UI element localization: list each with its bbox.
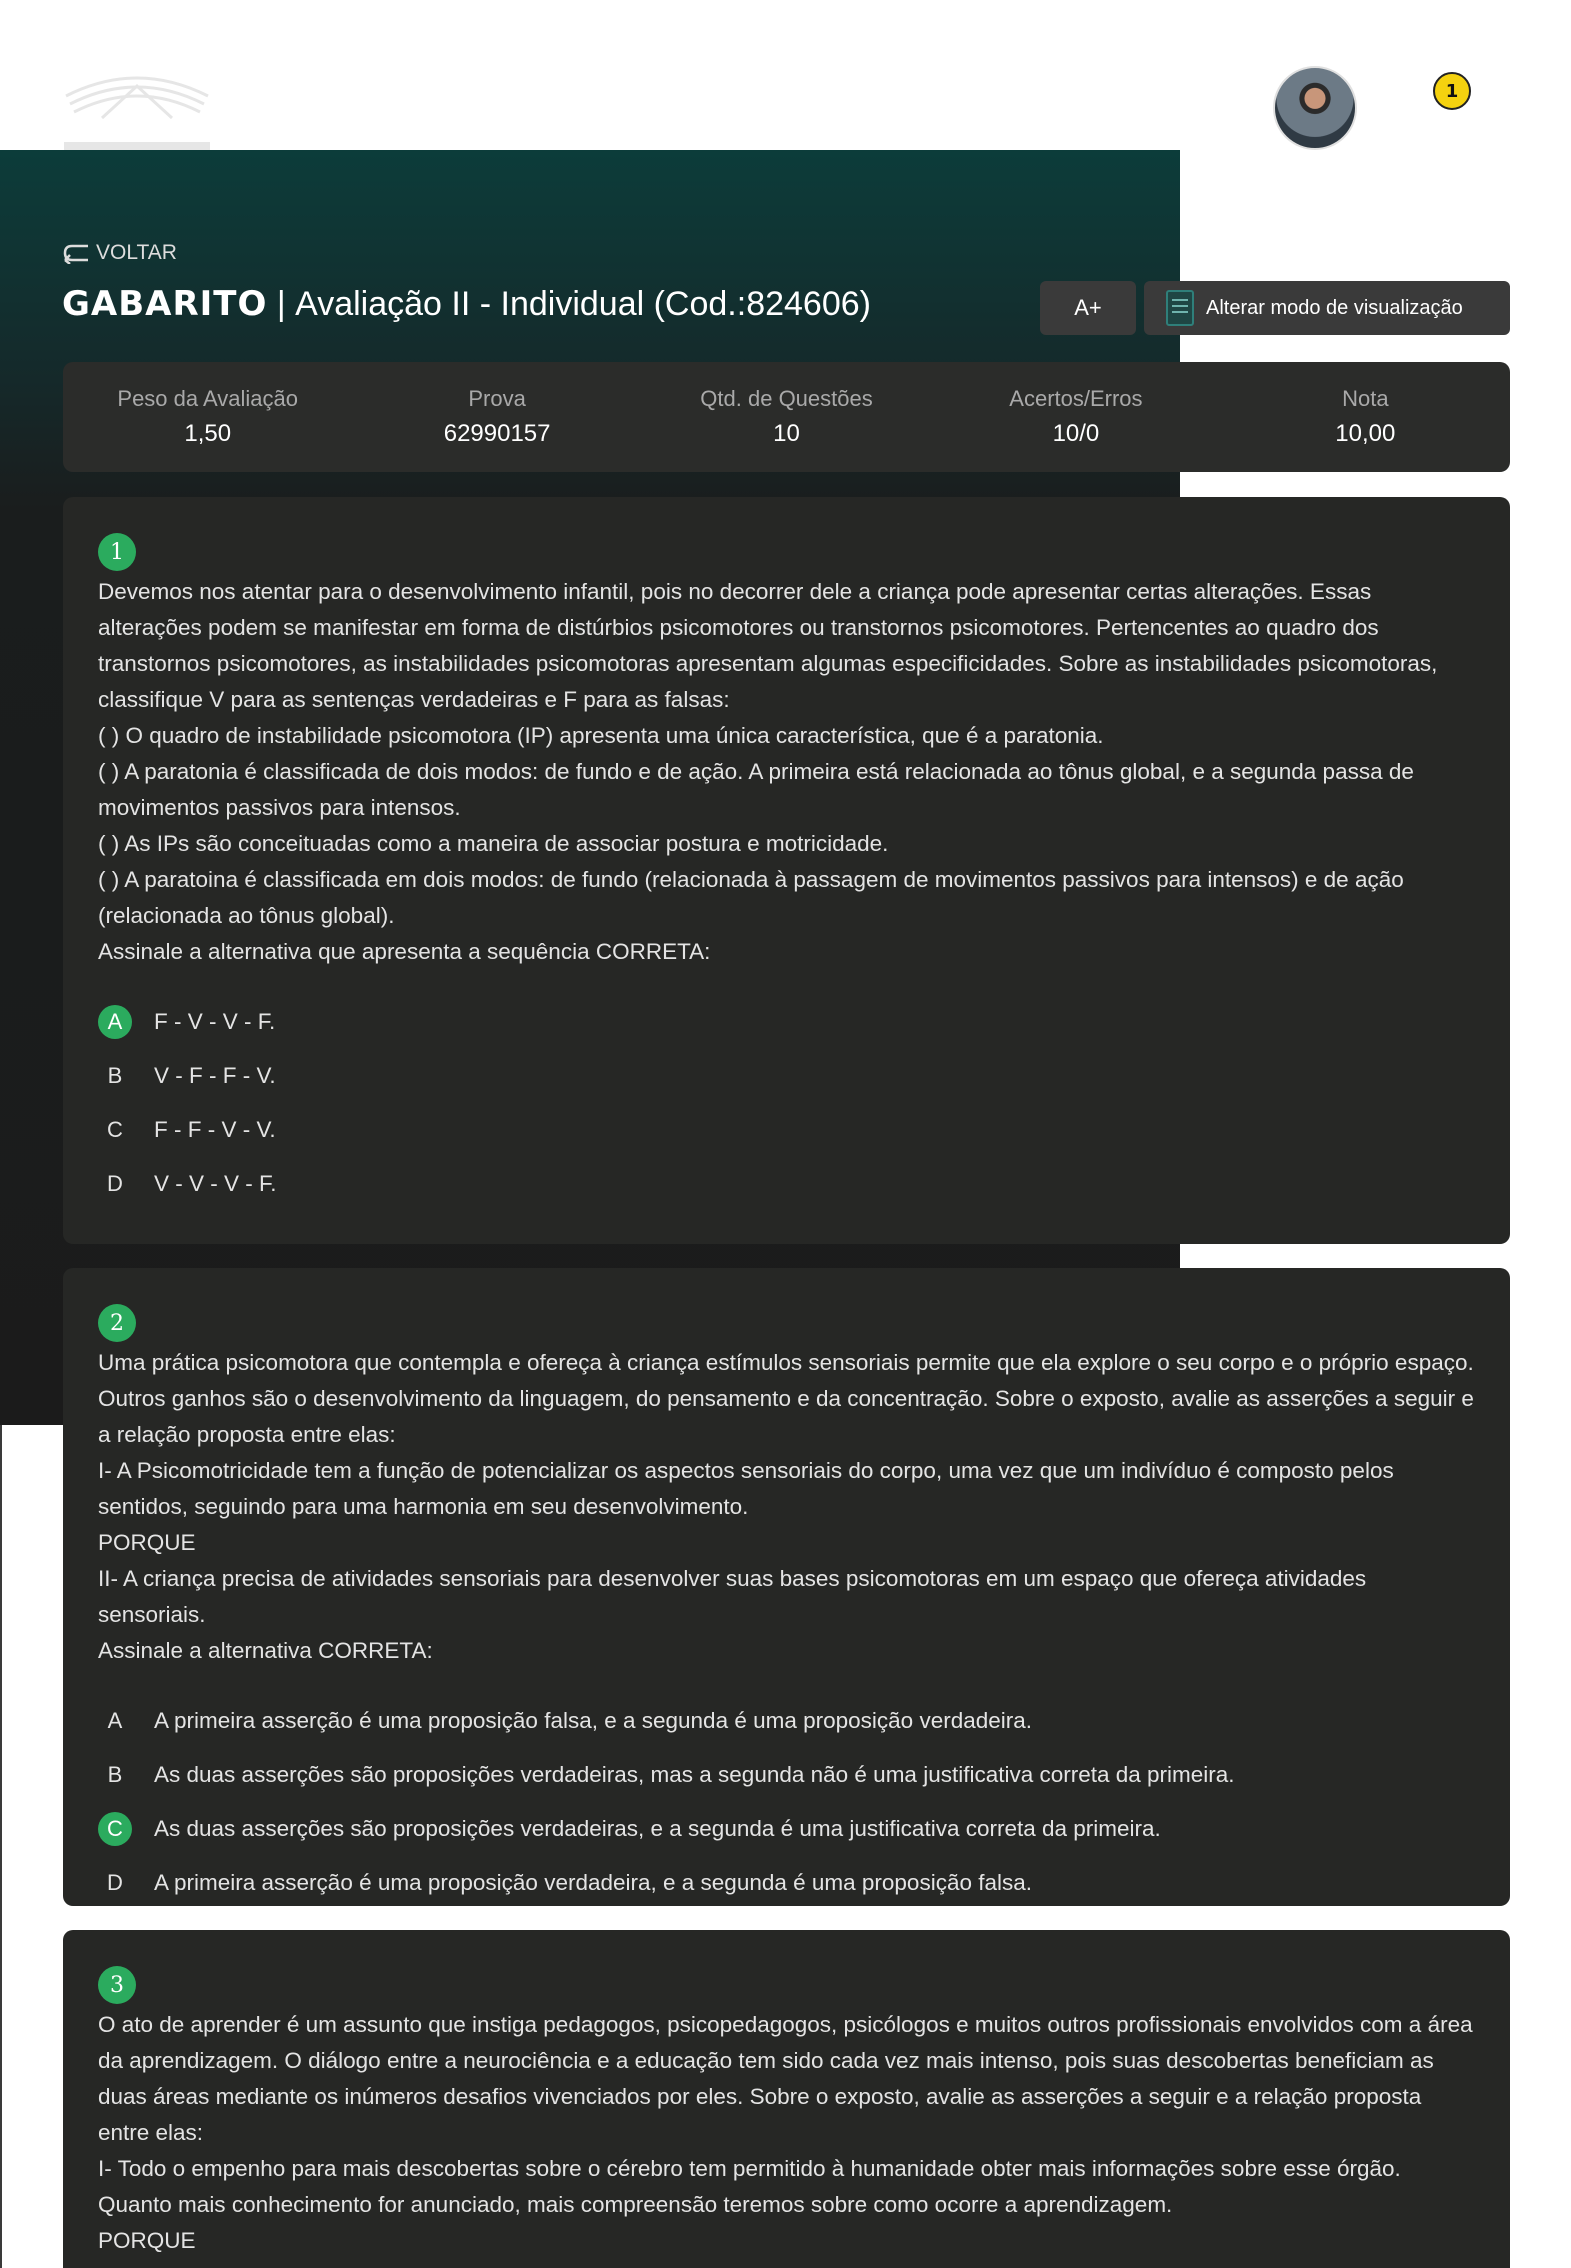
alternative-text: V - F - F - V.	[154, 1063, 276, 1088]
alternative-letter-correct: C	[98, 1812, 132, 1846]
summary-value: 10/0	[1052, 420, 1100, 447]
question-line: Devemos nos atentar para o desenvolvimento infantil, pois no decorrer dele a criança pode apresentar certas alterações. Essas alterações podem se manifestar em forma de distúrbios psicomotores ou transtornos psicomotores. Pertencentes ao quadro dos transtornos psicomotores, as instabilidades psicomotoras apresentam algumas especificidades. Sobre as instabilidades psicomotoras, classifique V para as sentenças verdadeiras e F para as falsas:	[98, 579, 1438, 712]
alternative-letter-correct: A	[98, 1005, 132, 1039]
page-title	[62, 284, 871, 334]
question-card	[63, 497, 1510, 1244]
page-title-rest: Avaliação II - Individual (Cod.:824606)	[295, 285, 871, 323]
back-label: VOLTAR	[96, 241, 177, 264]
view-mode-button[interactable]	[1144, 281, 1510, 335]
alternatives-list	[98, 995, 1475, 1211]
alternative-text: As duas asserções são proposições verdadeiras, e a segunda é uma justificativa correta da primeira.	[154, 1816, 1161, 1841]
alternative-text: F - F - V - V.	[154, 1117, 276, 1142]
page-title-separator: |	[276, 285, 286, 323]
question-line: II- A criança precisa de atividades sensoriais para desenvolver suas bases psicomotoras em um espaço que ofereça atividades sensoriais.	[98, 1566, 1367, 1627]
alternative-option[interactable]	[98, 1049, 1475, 1103]
question-line: Uma prática psicomotora que contempla e ofereça à criança estímulos sensoriais permite que ela explore o seu corpo e o próprio espaço. Outros ganhos são o desenvolvimento da linguagem, do pensamento e da concentração. Sobre o exposto, avalie as asserções a seguir e a relação proposta entre elas:	[98, 1350, 1474, 1447]
alternative-letter: D	[107, 1171, 123, 1196]
question-number: 1	[98, 533, 136, 571]
top-header	[0, 0, 1571, 150]
question-number: 3	[98, 1966, 136, 2004]
summary-value: 1,50	[184, 420, 232, 447]
alternative-option[interactable]	[98, 1802, 1475, 1856]
summary-value: 10	[773, 420, 800, 447]
font-size-button[interactable]: A+	[1040, 281, 1136, 335]
question-number: 2	[98, 1304, 136, 1342]
alternative-letter: A	[107, 1708, 123, 1733]
alternative-text: A primeira asserção é uma proposição verdadeira, e a segunda é uma proposição falsa.	[154, 1870, 1033, 1895]
summary-label: Qtd. de Questões	[700, 386, 873, 411]
alternative-option[interactable]	[98, 1748, 1475, 1802]
alternative-text: A primeira asserção é uma proposição falsa, e a segunda é uma proposição verdadeira.	[154, 1708, 1033, 1733]
summary-item	[1221, 362, 1510, 472]
alternative-option[interactable]	[98, 1103, 1475, 1157]
alternative-text: As duas asserções são proposições verdadeiras, mas a segunda não é uma justificativa correta da primeira.	[154, 1762, 1235, 1787]
summary-value: 62990157	[443, 420, 551, 447]
view-mode-label: Alterar modo de visualização	[1206, 296, 1463, 319]
question-line: I- Todo o empenho para mais descobertas sobre o cérebro tem permitido à humanidade obter mais informações sobre esse órgão. Quanto mais conhecimento for anunciado, mais compreensão teremos sobre como ocorre a aprendizagem.	[98, 2156, 1401, 2217]
summary-item	[352, 362, 641, 472]
summary-item	[642, 362, 931, 472]
user-avatar[interactable]	[1273, 66, 1357, 150]
question-line: ( ) As IPs são conceituadas como a maneira de associar postura e motricidade.	[98, 831, 889, 856]
question-card	[63, 1268, 1510, 1906]
alternatives-list	[98, 1694, 1475, 1910]
summary-label: Acertos/Erros	[1009, 386, 1143, 411]
question-line: I- A Psicomotricidade tem a função de potencializar os aspectos sensoriais do corpo, uma vez que um indivíduo é composto pelos sentidos, seguindo para uma harmonia em seu desenvolvimento.	[98, 1458, 1394, 1519]
document-icon	[1166, 290, 1194, 326]
alternative-option[interactable]	[98, 1157, 1475, 1211]
summary-value: 10,00	[1335, 420, 1396, 447]
question-line: Assinale a alternativa CORRETA:	[98, 1638, 433, 1663]
question-text	[98, 2007, 1475, 2259]
alternative-option[interactable]	[98, 1856, 1475, 1910]
alternative-option[interactable]	[98, 1694, 1475, 1748]
alternative-letter: D	[107, 1870, 123, 1895]
alternative-letter: B	[107, 1063, 123, 1088]
question-line: PORQUE	[98, 2228, 196, 2253]
page-title-bold: GABARITO	[62, 284, 268, 324]
back-link[interactable]	[62, 238, 177, 268]
summary-label: Prova	[468, 386, 526, 411]
question-text	[98, 574, 1475, 970]
question-text	[98, 1345, 1475, 1669]
question-line: O ato de aprender é um assunto que instiga pedagogos, psicopedagogos, psicólogos e muitos outros profissionais envolvidos com a área da aprendizagem. O diálogo entre a neurociência e a educação tem sido cada vez mais intenso, pois suas descobertas beneficiam as duas áreas mediante os inúmeros desafios vivenciados por eles. Sobre o exposto, avalie as asserções a seguir e a relação proposta entre elas:	[98, 2012, 1473, 2145]
alternative-option[interactable]	[98, 995, 1475, 1049]
summary-item	[63, 362, 352, 472]
question-line: ( ) A paratoina é classificada em dois modos: de fundo (relacionada à passagem de movimentos passivos para intensos) e de ação (relacionada ao tônus global).	[98, 867, 1404, 928]
summary-item	[931, 362, 1220, 472]
alternative-text: V - V - V - F.	[154, 1171, 277, 1196]
return-arrow-icon	[62, 242, 92, 264]
question-line: PORQUE	[98, 1530, 196, 1555]
notification-badge[interactable]: 1	[1433, 72, 1471, 110]
question-line: ( ) A paratonia é classificada de dois modos: de fundo e de ação. A primeira está relacionada ao tônus global, e a segunda passa de movimentos passivos para intensos.	[98, 759, 1414, 820]
question-line: Assinale a alternativa que apresenta a sequência CORRETA:	[98, 939, 711, 964]
alternative-letter: B	[107, 1762, 123, 1787]
question-card	[63, 1930, 1510, 2268]
alternative-letter: C	[107, 1117, 123, 1142]
question-line: ( ) O quadro de instabilidade psicomotora (IP) apresenta uma única característica, que é a paratonia.	[98, 723, 1104, 748]
alternative-text: F - V - V - F.	[154, 1009, 276, 1034]
summary-label: Peso da Avaliação	[117, 386, 299, 411]
evaluation-summary	[63, 362, 1510, 472]
uniasselvi-logo[interactable]	[62, 66, 212, 156]
summary-label: Nota	[1342, 386, 1389, 411]
